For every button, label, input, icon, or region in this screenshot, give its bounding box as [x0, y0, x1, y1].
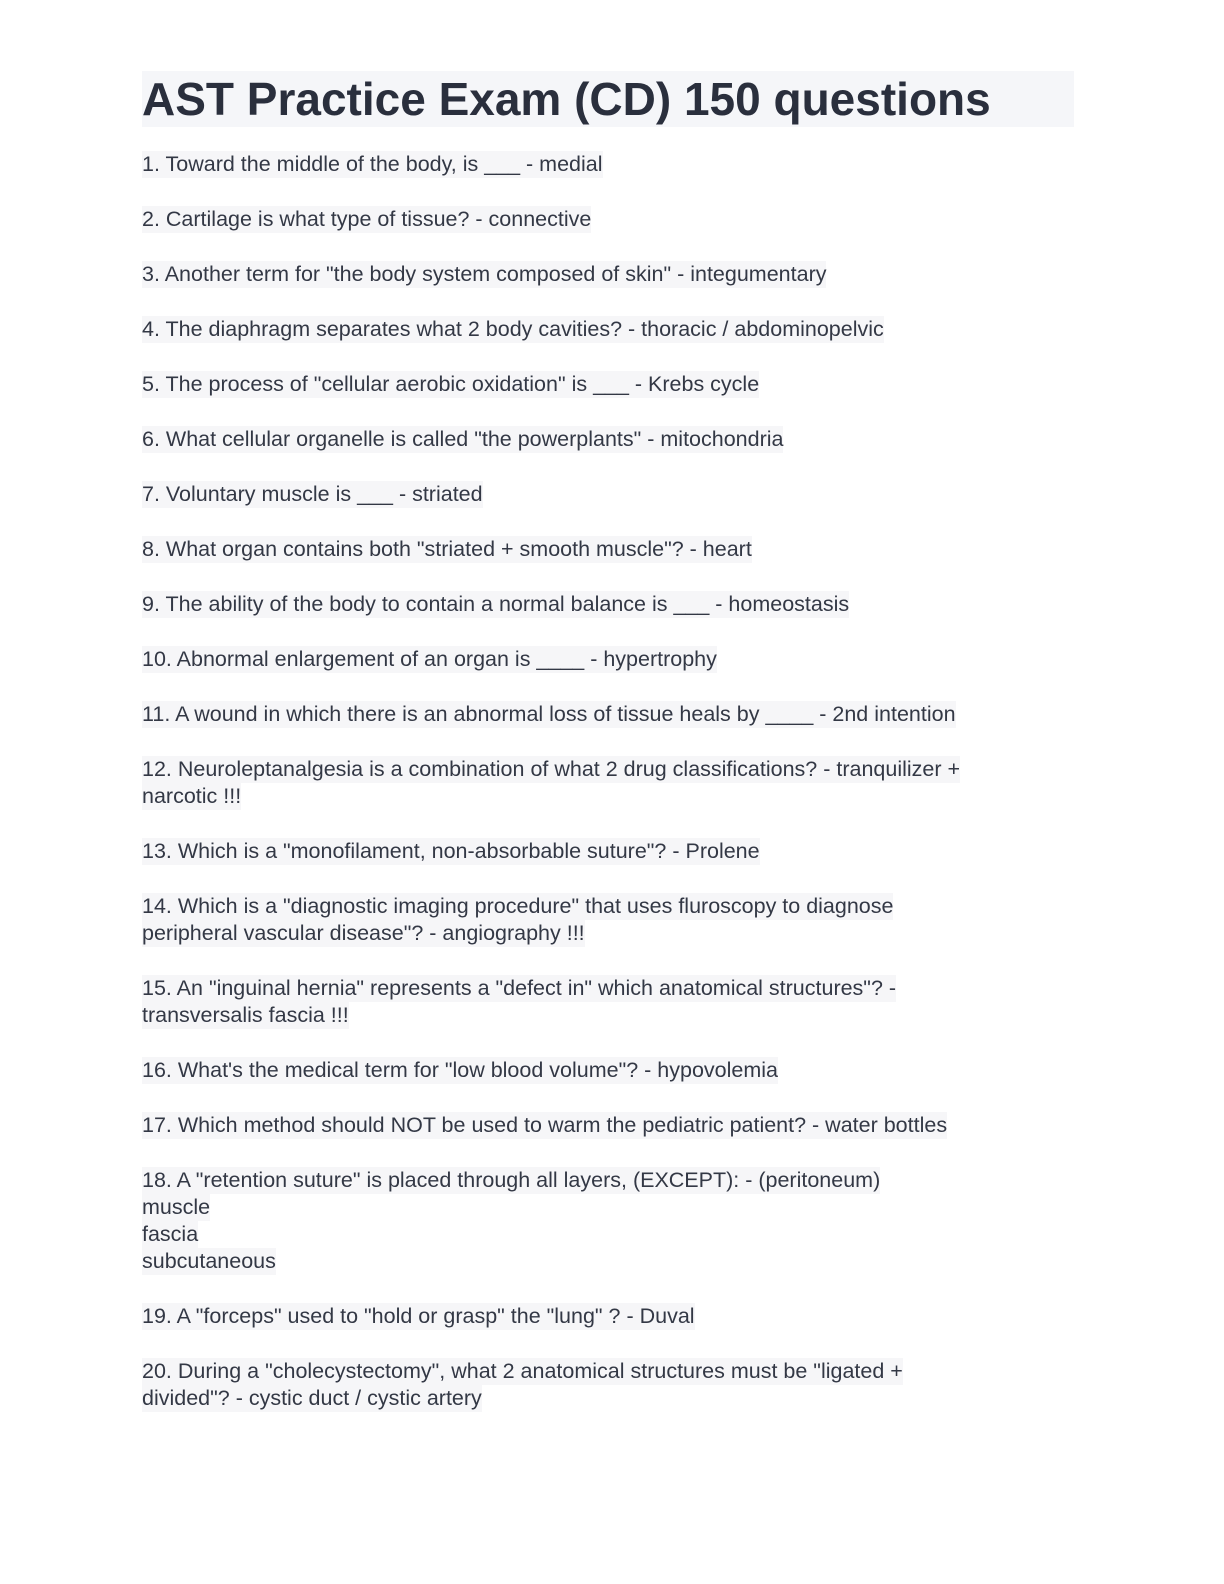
question-item: [142, 206, 1074, 233]
question-text-line: 7. Voluntary muscle is ___ - striated: [142, 482, 483, 506]
question-item: [142, 426, 1074, 453]
question-text-line: 14. Which is a "diagnostic imaging procedure" that uses fluroscopy to diagnose: [142, 894, 894, 918]
question-item: [142, 591, 1074, 618]
question-text-line: 2. Cartilage is what type of tissue? - connective: [142, 207, 592, 231]
question-text-line: narcotic !!!: [142, 784, 242, 808]
question-text-line: 1. Toward the middle of the body, is ___ - medial: [142, 152, 603, 176]
question-text-line: 17. Which method should NOT be used to warm the pediatric patient? - water bottles: [142, 1113, 948, 1137]
question-text-line: 6. What cellular organelle is called "the powerplants" - mitochondria: [142, 427, 784, 451]
question-item: [142, 646, 1074, 673]
question-text-line: muscle: [142, 1195, 211, 1219]
question-text-line: transversalis fascia !!!: [142, 1003, 349, 1027]
question-item: [142, 151, 1074, 178]
question-text-line: 12. Neuroleptanalgesia is a combination of what 2 drug classifications? - tranquilizer +: [142, 757, 961, 781]
question-item: [142, 1358, 1074, 1412]
question-item: [142, 536, 1074, 563]
question-text-line: 15. An "inguinal hernia" represents a "defect in" which anatomical structures"? -: [142, 976, 897, 1000]
question-item: [142, 261, 1074, 288]
question-text-line: 20. During a "cholecystectomy", what 2 anatomical structures must be "ligated +: [142, 1359, 903, 1383]
question-text-line: 19. A "forceps" used to "hold or grasp" the "lung" ? - Duval: [142, 1304, 695, 1328]
question-item: [142, 838, 1074, 865]
question-item: [142, 1112, 1074, 1139]
question-text-line: subcutaneous: [142, 1249, 276, 1273]
question-text-line: 13. Which is a "monofilament, non-absorbable suture"? - Prolene: [142, 839, 760, 863]
question-text-line: 10. Abnormal enlargement of an organ is ____ - hypertrophy: [142, 647, 717, 671]
document-page: [142, 71, 1074, 1440]
question-text-line: 8. What organ contains both "striated + smooth muscle"? - heart: [142, 537, 752, 561]
question-item: [142, 1057, 1074, 1084]
question-list: [142, 151, 1074, 1412]
question-item: [142, 893, 1074, 947]
question-text-line: 9. The ability of the body to contain a normal balance is ___ - homeostasis: [142, 592, 850, 616]
question-item: [142, 975, 1074, 1029]
question-text-line: 4. The diaphragm separates what 2 body cavities? - thoracic / abdominopelvic: [142, 317, 884, 341]
question-text-line: divided"? - cystic duct / cystic artery: [142, 1386, 482, 1410]
question-item: [142, 701, 1074, 728]
question-text-line: fascia: [142, 1222, 199, 1246]
question-item: [142, 481, 1074, 508]
question-item: [142, 756, 1074, 810]
question-text-line: 16. What's the medical term for "low blood volume"? - hypovolemia: [142, 1058, 778, 1082]
page-title: AST Practice Exam (CD) 150 questions: [142, 73, 991, 125]
question-item: [142, 1303, 1074, 1330]
question-item: [142, 371, 1074, 398]
question-text-line: 11. A wound in which there is an abnormal loss of tissue heals by ____ - 2nd intention: [142, 702, 956, 726]
title-block: [142, 71, 1074, 127]
question-item: [142, 316, 1074, 343]
question-text-line: 5. The process of "cellular aerobic oxidation" is ___ - Krebs cycle: [142, 372, 760, 396]
question-item: [142, 1167, 1074, 1275]
question-text-line: 18. A "retention suture" is placed through all layers, (EXCEPT): - (peritoneum): [142, 1168, 881, 1192]
question-text-line: 3. Another term for "the body system composed of skin" - integumentary: [142, 262, 827, 286]
question-text-line: peripheral vascular disease"? - angiography !!!: [142, 921, 585, 945]
